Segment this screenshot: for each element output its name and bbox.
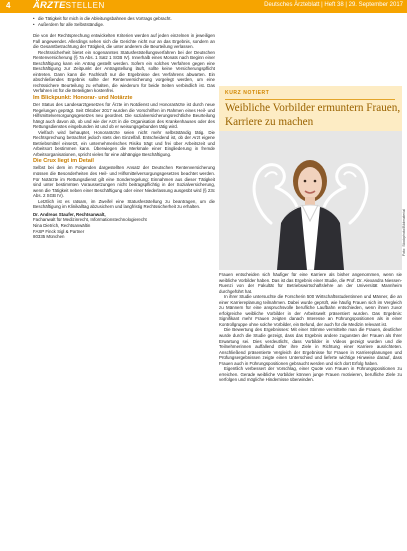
body-paragraph: Frauen entscheiden sich häufiger für eine Karriere als bisher angenommen, wenn sie weibliche Vorbilder haben. Das ist das Ergebnis einer Studie, die Prof. Dr. Alexandra Niessen-Ruenzi von der Fakultät für Betriebswirtschaftslehre an der Universität Mannheim durchgeführt hat.	[219, 272, 402, 294]
page-header	[0, 0, 407, 13]
subheading: Die Crux liegt im Detail	[33, 158, 94, 165]
body-paragraph: Letztlich ist es ratsam, im Zweifel eine Statusfeststellung zu beantragen, um die Beschäftigung im Klinikalltag abzusichern und langfristig Rechtssicherheit zu erhalten.	[33, 198, 215, 210]
right-column	[219, 272, 402, 383]
page-number: 4	[6, 1, 11, 10]
body-paragraph: In ihrer Studie untersuchte die Forscherin 500 Wirtschaftsstudentinnen und Männer, die an einer Karriereplanung teilnahmen. Dabei wurde geprüft, wie häufig Frauen sich im Vergleich zu Männern für eine anspruchsvolle berufliche Laufbahn entschieden, wenn ihnen zuvor erfolgreiche weibliche Vorbilder in der Arbeitswelt präsentiert wurden. Das Ergebnis: Signifikant mehr Frauen zeigten danach Interesse an Führungspositionen als in einer Kontrollgruppe ohne solche Vorbilder, ein Befund, der auch für die Medizin relevant ist.	[219, 294, 402, 327]
signature-line: FASP Finck Sigl & Partner	[33, 228, 85, 234]
bullet-dot-icon: •	[33, 16, 35, 21]
box-kicker: KURZ NOTIERT	[225, 90, 270, 96]
article-photo	[219, 131, 402, 270]
signature-line: Fachanwalt für Medizinrecht, Informationstechnologierecht	[33, 217, 147, 223]
bullet-item	[33, 22, 215, 28]
body-paragraph: Eigentlich verbessert der Vorschlag, einer Quote von Frauen in Führungspositionen zu erreichen. Gerade weibliche Vorbilder können junge Frauen motivieren, berufliche Ziele zu verfolgen und mögliche Hindernisse überwinden.	[219, 366, 402, 383]
body-paragraph: Vielfach wird behauptet, Honorarärzte seien nicht mehr selbstständig tätig. Die Rechtsprechung betrachtet jedoch stets den Einzelfall. Entscheidend ist, ob der Arzt eigene Betriebsmittel einsetzt, ein unternehmerisches Risiko trägt und frei über Arbeitszeit und Arbeitsort bestimmen kann. Überwiegen die Merkmale einer Eingliederung in fremde Arbeitsorganisationen, spricht vieles für eine abhängige Beschäftigung.	[33, 129, 215, 157]
photo-credit: Foto: Stockphoto/Bildmaterial	[402, 209, 406, 256]
bullet-dot-icon: •	[33, 21, 35, 27]
masthead: Deutsches Ärzteblatt | Heft 38 | 29. September 2017	[264, 2, 403, 8]
section-logo	[33, 0, 105, 11]
signature-line: Nina Dietrich, Rechtsanwältin	[33, 222, 91, 228]
body-paragraph: Der Status des Landesarztgesetzes für Ärzte im Notdienst und Honorarärzte ist durch neue Regelungen geprägt. Seit Oktober 2017 wurden die Vorschriften im Rahmen eines Heil- und Hilfsmittelversorgungsgesetzes neu geordnet. Die sozialversicherungsrechtliche Beurteilung hängt auch davon ab, ob und wie der Arzt in die Organisation des Krankenhauses oder des Rettungsdienstes eingebunden ist und ob er weisungsgebunden tätig wird.	[33, 102, 215, 130]
kurz-notiert-box	[219, 86, 406, 270]
body-paragraph: Selbst bei dem im Folgenden dargestellten Ansatz der Deutschen Rentenversicherung müssen die Besonderheiten des Heil- und Hilfsmittelversorgungsgesetzes beachtet werden. Für Notärzte im Rettungsdienst gilt eine Sonderregelung: Einnahmen aus dieser Tätigkeit sind unter bestimmten Voraussetzungen nicht beitragspflichtig in der Sozialversicherung, wenn die Tätigkeit neben einer Beschäftigung oder einer Niederlassung ausgeübt wird (§ 23c Abs. 2 SGB IV).	[33, 165, 215, 199]
author-signature	[33, 212, 215, 240]
signature-line: Dr. Andreas Staufer, Rechtsanwalt,	[33, 211, 106, 217]
logo-main: ÄRZTE	[33, 0, 66, 11]
intro-paragraph: Die von der Rechtsprechung entwickelten Kriterien werden auf jeden einzelnen in jeweiligen Fall angewendet. Allerdings sehen sich die Gerichte nicht nur an das Ergebnis, sondern an die Gesamtbetrachtung der Tätigkeit, die unter anderem die Beurteilung verlassen.	[33, 33, 215, 50]
box-headline: Weibliche Vorbilder ermuntern Frauen, Karriere zu machen	[225, 102, 401, 128]
left-column	[33, 33, 215, 240]
box-divider	[225, 99, 395, 100]
logo-sub: STELLEN	[65, 1, 105, 10]
body-paragraph: Die Bewertung des Ergebnisses: Mit einer Stimme vermittelte man die Frauen, deutlicher wurde durch die Studie gezeigt, dass das Ergebnis andere zugunsten der Frauen als Ihrer Erwartung sei. Dies verdeutlicht, dass Vorbilder in Videos gezeigt wurden und die Teilnehmerinnen auffallend öfter ihre Ziele in Richtung einer Karriere ausrichteten. Anschließend präsentierte Vergleich der Ergebnisse für Frauen in Karriereplanungen und Prüfungsergebnissen zeigte einen Unterschied und lieferte wichtige Hinweise darauf, dass Frauen auch in Führungspositionen gebraucht werden und sich dort Erfolg haben.	[219, 327, 402, 366]
body-paragraph: Rechtssicherheit bietet ein sogenanntes Statusfeststellungsverfahren bei der Deutschen Rentenversicherung (§ 7a Abs. 1 Satz 1 SGB IV). Innerhalb eines Monats nach Beginn einer Beschäftigung kann ein Antrag gestellt werden. Sofern ein solches Verfahren gegen eine Beschäftigung zur Zeitpunkt der Antragstellung läuft, sollte keine Versicherungspflicht eintreten. Dann kann die Fachkraft nur die Ergebnisse des Verfahrens abwarten. Ein abschließendes Ergebnis sollte der Rentenversicherung vorgelegt werden, um eine rechtssichere Beurteilung zu erhalten, die wiederum für beide Seiten verbindlich ist. Das Verfahren ist für die Beteiligten kostenfrei.	[33, 49, 215, 94]
bullet-text: die Tätigkeit für mich in die Ableitungsbahnen des Vortrags gebracht.	[38, 16, 172, 21]
strong-woman-illustration	[219, 131, 402, 270]
subheading: Im Blickpunkt: Honorar- und Notärzte	[33, 95, 133, 102]
bullet-list	[33, 16, 215, 27]
bullet-text: Außerdem für alle Selbstständige.	[38, 21, 105, 27]
signature-line: 80335 München	[33, 234, 65, 240]
